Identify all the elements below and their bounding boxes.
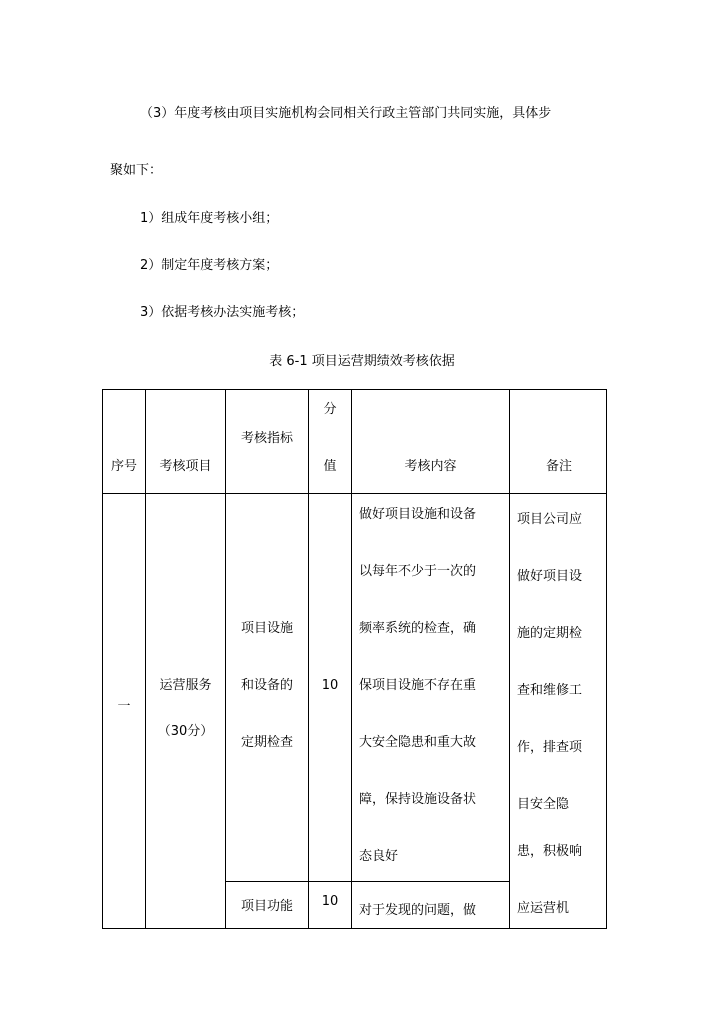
list-item: 1）组成年度考核小组； — [140, 211, 279, 226]
table-cell-remark-line: 应运营机 — [517, 901, 570, 916]
table-cell-remark-line: 患，积极响 — [517, 844, 583, 859]
header-seq: 序号 — [110, 459, 137, 474]
paragraph-annual-assessment: （3）年度考核由项目实施机构会同相关行政主管部门共同实施，具体步 — [140, 106, 552, 121]
header-score-top: 分 — [323, 402, 337, 417]
row-divider — [225, 881, 509, 882]
header-divider — [103, 493, 606, 494]
table-cell-remark-line: 项目公司应 — [517, 512, 583, 527]
assessment-table — [102, 389, 607, 929]
table-cell-item: 运营服务 — [159, 678, 212, 693]
table-cell-remark-line: 查和维修工 — [517, 683, 583, 698]
header-remark: 备注 — [545, 459, 572, 474]
table-cell-remark-line: 做好项目设 — [517, 569, 583, 584]
paragraph-annual-assessment-continued: 聚如下： — [110, 163, 163, 178]
table-cell-indicator: 和设备的 — [240, 678, 293, 693]
table-cell-remark-line: 施的定期检 — [517, 626, 583, 641]
table-cell-content-line: 以每年不少于一次的 — [359, 564, 477, 579]
table-cell-score: 10 — [321, 894, 339, 909]
table-cell-content-line: 做好项目设施和设备 — [359, 507, 477, 522]
table-cell-content-line: 态良好 — [359, 849, 399, 864]
header-item: 考核项目 — [159, 459, 212, 474]
table-cell-indicator: 项目设施 — [240, 621, 293, 636]
table-cell-indicator: 定期检查 — [240, 735, 293, 750]
table-cell-content-line: 对于发现的问题，做 — [359, 903, 477, 918]
table-caption: 表 6-1 项目运营期绩效考核依据 — [269, 354, 455, 369]
table-cell-content-line: 保项目设施不存在重 — [359, 678, 477, 693]
table-cell-remark-line: 目安全隐 — [517, 797, 570, 812]
header-indicator: 考核指标 — [240, 431, 293, 446]
table-cell-seq: 一 — [117, 699, 131, 714]
table-cell-remark-line: 作，排查项 — [517, 740, 583, 755]
table-cell-item: （30分） — [157, 724, 214, 739]
table-cell-score: 10 — [321, 678, 339, 693]
header-score-bottom: 值 — [323, 459, 337, 474]
table-cell-content-line: 频率系统的检查，确 — [359, 621, 477, 636]
table-cell-content-line: 障，保持设施设备状 — [359, 792, 477, 807]
table-cell-content-line: 大安全隐患和重大故 — [359, 735, 477, 750]
list-item: 3）依据考核办法实施考核； — [140, 305, 305, 320]
column-divider — [225, 390, 226, 928]
header-content: 考核内容 — [404, 459, 457, 474]
table-cell-indicator: 项目功能 — [240, 899, 293, 914]
list-item: 2）制定年度考核方案； — [140, 258, 279, 273]
